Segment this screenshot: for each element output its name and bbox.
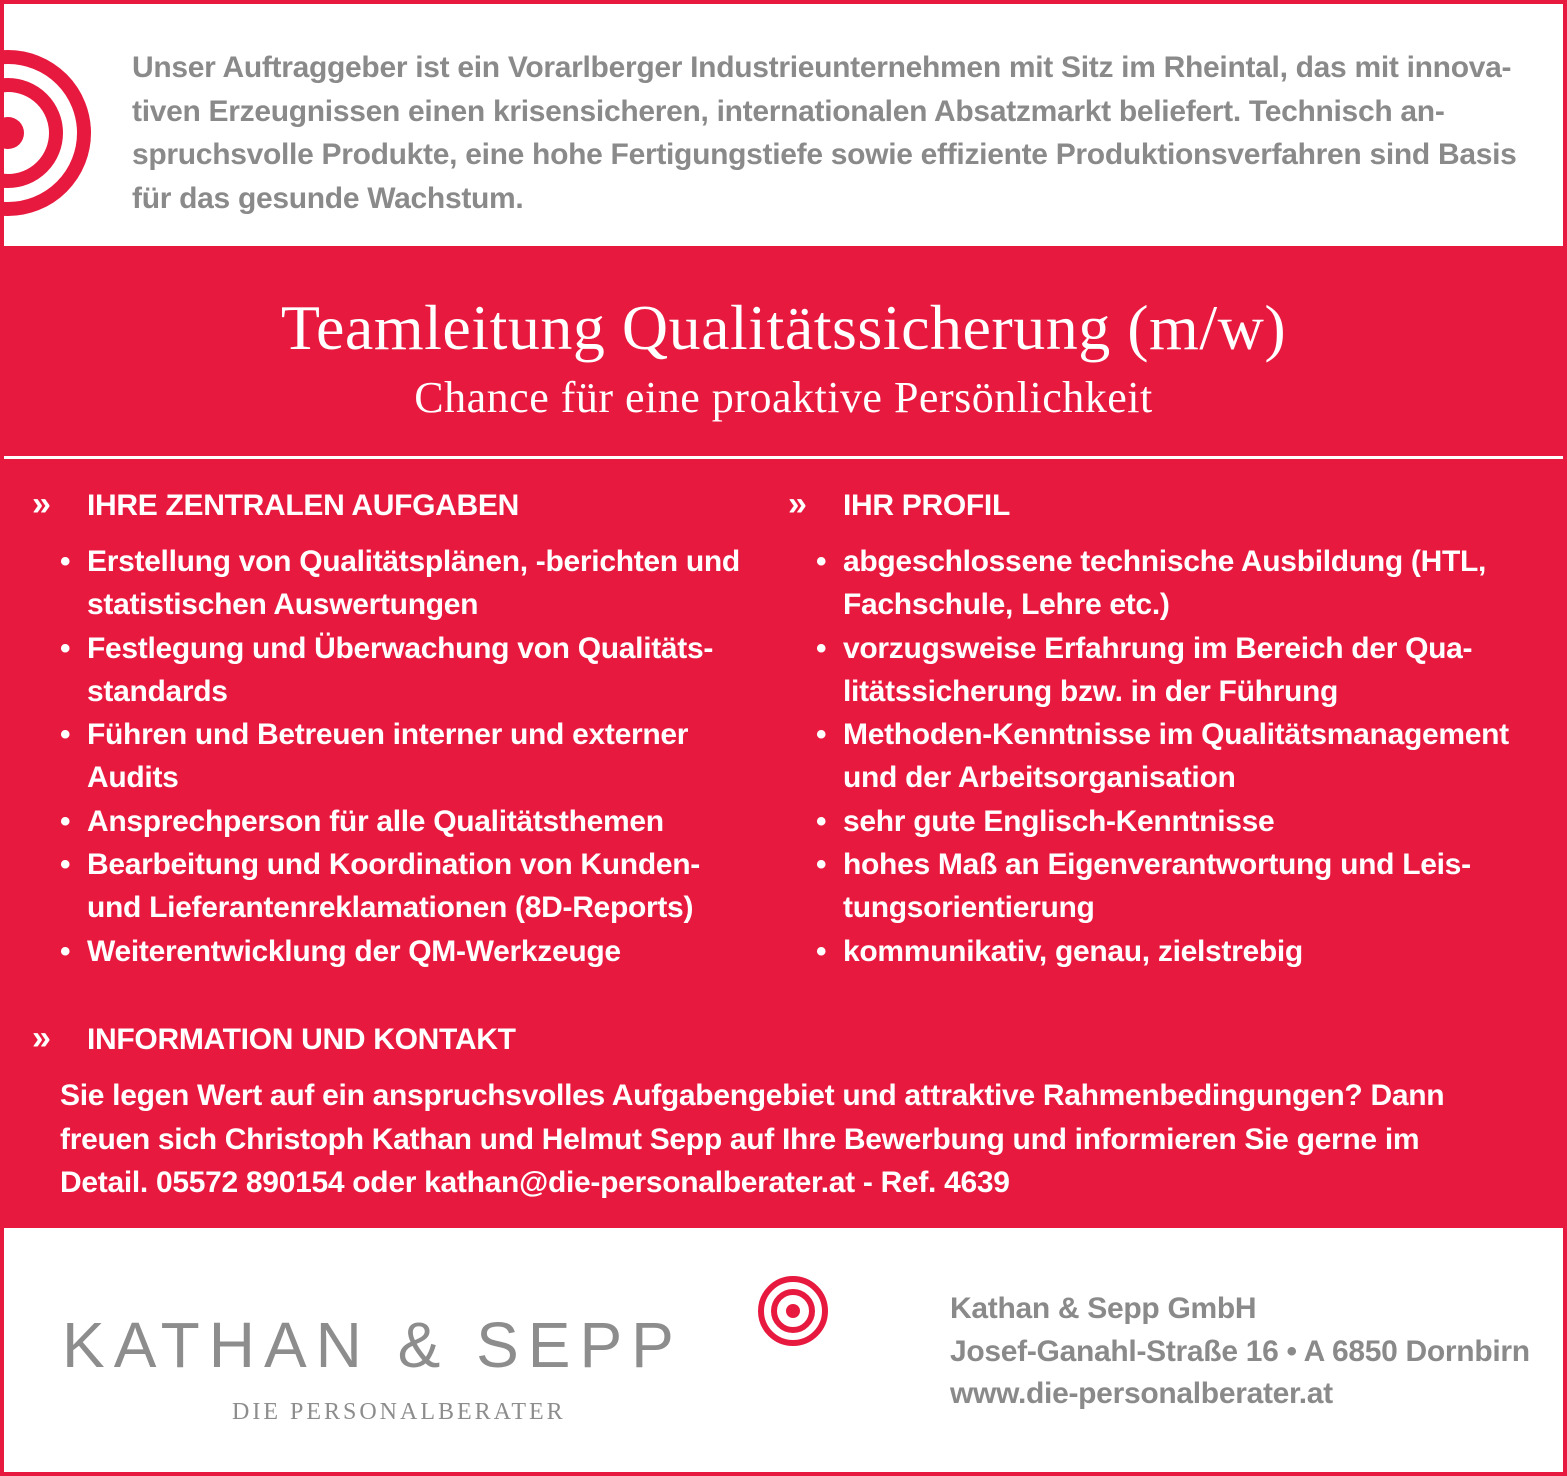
list-item: • Weiterentwicklung der QM-Werkzeuge — [60, 930, 760, 973]
profile-heading-label: IHR PROFIL — [843, 489, 1010, 522]
target-rings-icon — [756, 1274, 830, 1348]
chevron-icon: » — [788, 485, 807, 523]
list-item: • kommunikativ, genau, zielstrebig — [816, 930, 1526, 973]
list-item: • Erstellung von Qualitätsplänen, -berichten und statistischen Auswertungen — [60, 540, 760, 627]
target-rings-icon — [0, 49, 92, 217]
company-address — [950, 1288, 1530, 1416]
list-item: • Bearbeitung und Koordination von Kunden- und Lieferantenreklamationen (8D-Reports) — [60, 843, 760, 930]
profile-list — [816, 540, 1526, 973]
list-item: • abgeschlossene technische Ausbildung (HTL, Fachschule, Lehre etc.) — [816, 540, 1526, 627]
tasks-heading-label: IHRE ZENTRALEN AUFGABEN — [87, 489, 519, 522]
list-item: • Ansprechperson für alle Qualitätsthemen — [60, 800, 760, 843]
footer — [4, 1228, 1563, 1476]
list-item: • sehr gute Englisch-Kenntnisse — [816, 800, 1526, 843]
intro-section — [4, 4, 1563, 246]
company-street: Josef-Ganahl-Straße 16 • A 6850 Dornbirn — [950, 1334, 1530, 1368]
job-title: Teamleitung Qualitätssicherung (m/w) — [280, 292, 1287, 363]
chevron-icon: » — [32, 1019, 51, 1057]
list-item: • Führen und Betreuen interner und externer Audits — [60, 713, 760, 800]
contact-text: Sie legen Wert auf ein anspruchsvolles Aufgabengebiet und attraktive Rahmenbedingungen? Dann freuen sich Christoph Kathan und Helmut Sepp auf Ihre Bewerbung und informieren Sie gerne im Detail. 05572 890154 oder kathan@die-personalberater.at - Ref. 4639 — [60, 1079, 1445, 1199]
logo-name: KATHAN & SEPP — [62, 1309, 683, 1381]
intro-text: Unser Auftraggeber ist ein Vorarlberger Industrieunternehmen mit Sitz im Rheintal, das mit innovativen Erzeugnissen einen krisensicheren, internationalen Absatzmarkt beliefert. Technisch anspruchsvolle Produkte, eine hohe Fertigungstiefe sowie effiziente Produktionsverfahren sind Basis für das gesunde Wachstum. — [132, 51, 1517, 215]
profile-heading — [788, 486, 1010, 524]
logo-tagline: DIE PERSONALBERATER — [232, 1399, 566, 1425]
list-item: • vorzugsweise Erfahrung im Bereich der Qualitätssicherung bzw. in der Führung — [816, 627, 1526, 714]
list-item: • Festlegung und Überwachung von Qualitätsstandards — [60, 627, 760, 714]
tasks-list — [60, 540, 760, 973]
chevron-icon: » — [32, 485, 51, 523]
job-subtitle: Chance für eine proaktive Persönlichkeit — [414, 373, 1153, 422]
divider — [4, 456, 1563, 459]
company-website: www.die-personalberater.at — [950, 1377, 1333, 1410]
tasks-heading — [32, 486, 519, 524]
list-item: • Methoden-Kenntnisse im Qualitätsmanagement und der Arbeitsorganisation — [816, 713, 1526, 800]
company-name: Kathan & Sepp GmbH — [950, 1292, 1257, 1325]
contact-heading-label: INFORMATION UND KONTAKT — [87, 1023, 516, 1056]
contact-heading — [32, 1020, 516, 1058]
job-section — [4, 246, 1563, 1228]
list-item: • hohes Maß an Eigenverantwortung und Leistungsorientierung — [816, 843, 1526, 930]
